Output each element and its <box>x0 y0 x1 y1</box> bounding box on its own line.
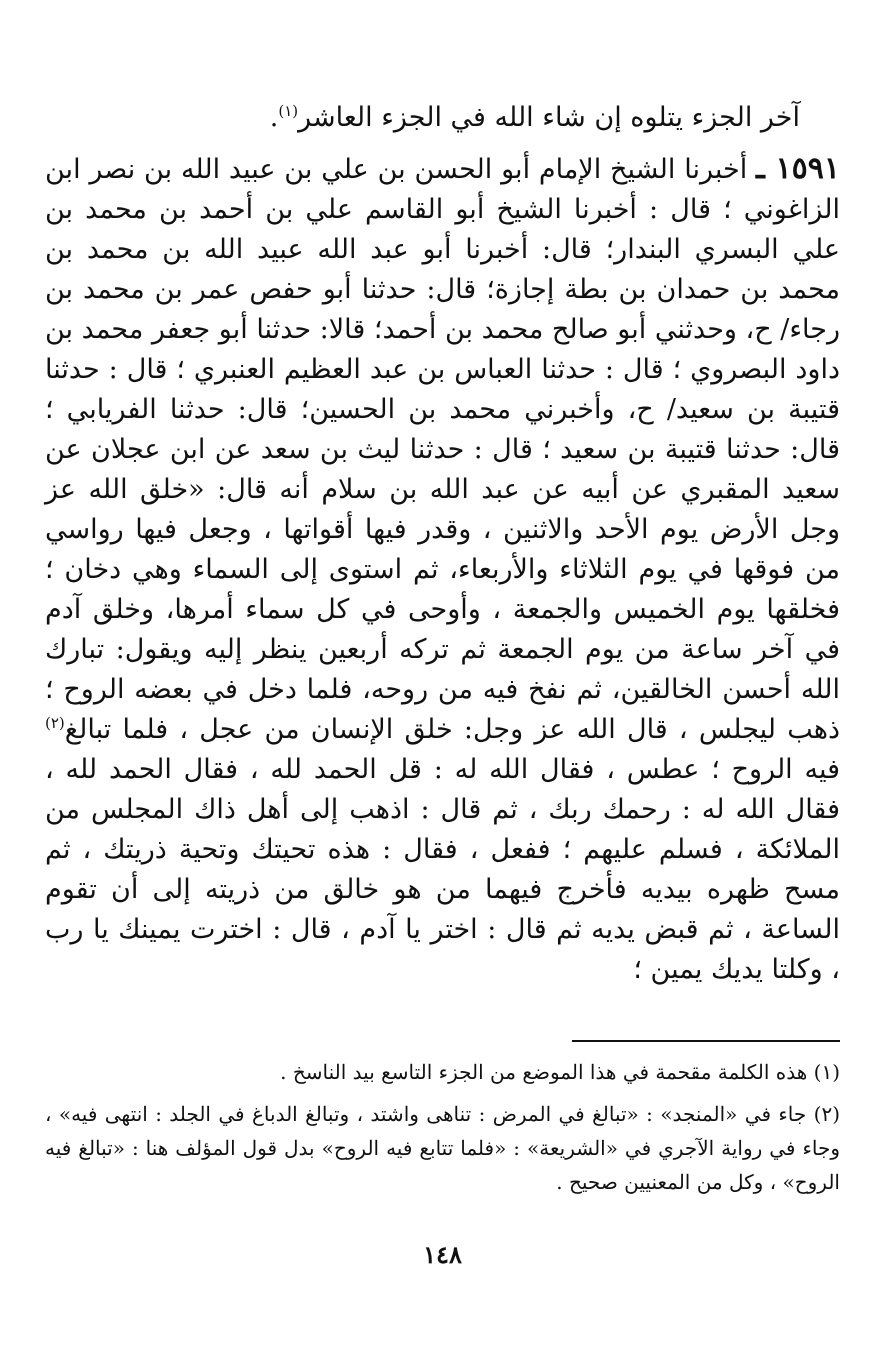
hadith-text-continued: فيه الروح ؛ عطس ، فقال الله له : قل الحمد لله ، فقال الحمد لله ، فقال الله له : رحمك ربك ، ثم قال : اذهب إلى أهل ذاك المجلس من الملائكة ، فسلم عليهم ؛ ففعل ، فقال : هذه تحيتك وتحية ذريتك ، ثم مسح ظهره بيديه فأخرج فيهما من هو خالق من ذريته إلى أن تقوم الساعة ، ثم قبض يديه ثم قال : اختر يا آدم ، قال : اخترت يمينك يا رب ، وكلتا يديك يمين ؛ <box>45 754 840 985</box>
footnote-2: (٢) جاء في «المنجد» : «تبالغ في المرض : تناهى واشتد ، وتبالغ الدباغ في الجلد : انتهى فيه» ، وجاء في رواية الآجري في «الشريعة» : «فلما تتابع فيه الروح» بدل قول المؤلف هنا : «تبالغ فيه الروح» ، وكل من المعنيين صحيح . <box>45 1102 840 1194</box>
hadith-number: ١٥٩١ ـ <box>756 151 840 186</box>
part-end-tail: . <box>269 102 279 133</box>
part-end-note <box>45 95 800 141</box>
footnote-ref-1[interactable]: (١) <box>278 102 299 120</box>
footnote-ref-2[interactable]: (٢) <box>45 714 65 732</box>
page-number: ١٤٨ <box>423 1240 462 1269</box>
main-text-block <box>45 95 840 990</box>
footnote-divider <box>572 1040 840 1042</box>
part-end-text: آخر الجزء يتلوه إن شاء الله في الجزء العاشر <box>298 102 800 133</box>
footnote-1: (١) هذه الكلمة مقحمة في هذا الموضع من الجزء التاسع بيد الناسخ . <box>280 1060 840 1084</box>
hadith-paragraph <box>45 149 840 990</box>
hadith-text: أخبرنا الشيخ الإمام أبو الحسن بن علي بن عبيد الله بن نصر ابن الزاغوني ؛ قال : أخبرنا الشيخ أبو القاسم علي بن أحمد بن محمد بن علي البسري البندار؛ قال: أخبرنا أبو عبد الله عبيد الله بن محمد بن محمد بن حمدان بن بطة إجازة؛ قال: حدثنا أبو حفص عمر بن محمد بن رجاء/ ح، وحدثني أبو صالح محمد بن أحمد؛ قالا: حدثنا أبو جعفر محمد بن داود البصروي ؛ قال : حدثنا العباس بن عبد العظيم العنبري ؛ قال : حدثنا قتيبة بن سعيد/ ح، وأخبرني محمد بن الحسين؛ قال: حدثنا الفريابي ؛ قال: حدثنا قتيبة بن سعيد ؛ قال : حدثنا ليث بن سعد عن ابن عجلان عن سعيد المقبري عن أبيه عن عبد الله بن سلام أنه قال: «خلق الله عز وجل الأرض يوم الأحد والاثنين ، وقدر فيها أقواتها ، وجعل فيها رواسي من فوقها في يوم الثلاثاء والأربعاء، ثم استوى إلى السماء وهي دخان ؛ فخلقها يوم الخميس والجمعة ، وأوحى في كل سماء أمرها، وخلق آدم في آخر ساعة من يوم الجمعة ثم تركه أربعين ينظر إليه ويقول: تبارك الله أحسن الخالقين، ثم نفخ فيه من روحه، فلما دخل في بعضه الروح ؛ ذهب ليجلس ، قال الله عز وجل: خلق الإنسان من عجل ، فلما تبالغ <box>45 154 840 745</box>
footnotes <box>45 1055 840 1207</box>
